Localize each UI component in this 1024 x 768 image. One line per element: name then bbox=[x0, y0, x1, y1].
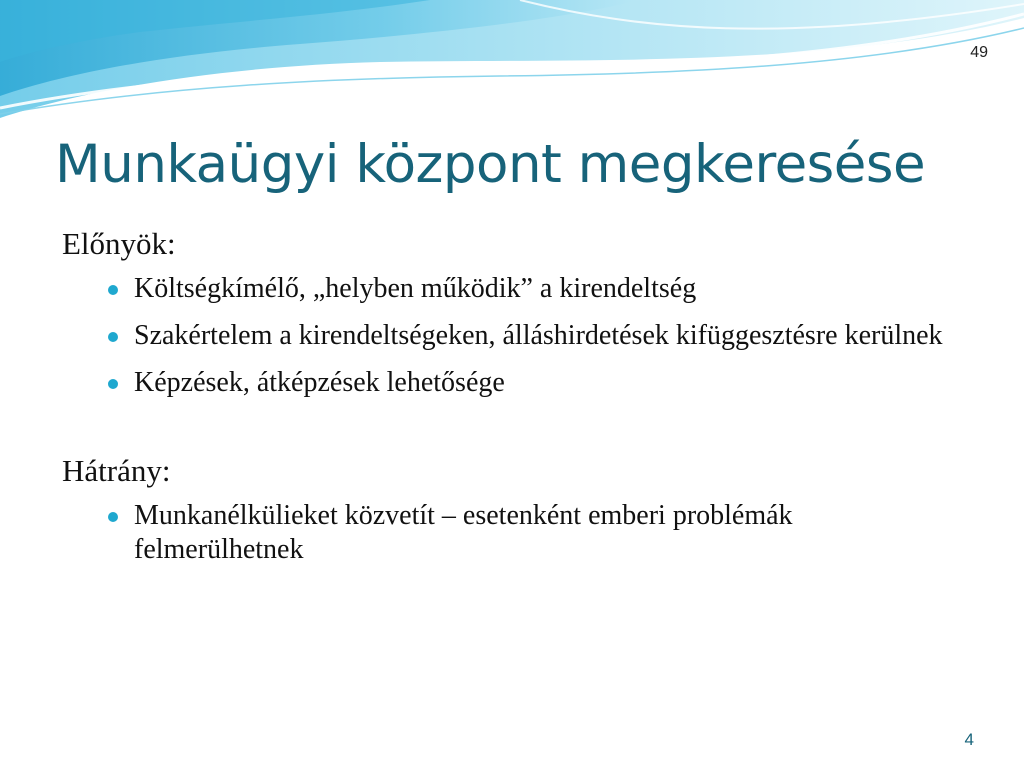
advantage-item-text: Szakértelem a kirendeltségeken, álláshirdetések kifüggesztésre kerülnek bbox=[134, 320, 943, 351]
bullet-dot-icon bbox=[108, 512, 118, 522]
advantages-list bbox=[62, 272, 962, 400]
slide-content bbox=[62, 224, 962, 580]
disadvantage-item-text: Munkanélkülieket közvetít – esetenként emberi problémák felmerülhetnek bbox=[134, 500, 793, 565]
page-corner-number: 49 bbox=[970, 44, 988, 61]
bullet-dot-icon bbox=[108, 332, 118, 342]
advantage-item-text: Költségkímélő, „helyben működik” a kirendeltség bbox=[134, 273, 697, 304]
disadvantages-heading: Hátrány: bbox=[62, 453, 171, 488]
advantage-item bbox=[106, 272, 962, 306]
advantage-item-text: Képzések, átképzések lehetősége bbox=[134, 367, 505, 398]
slide-title: Munkaügyi központ megkeresése bbox=[55, 134, 926, 195]
advantage-item bbox=[106, 319, 962, 353]
bullet-dot-icon bbox=[108, 379, 118, 389]
disadvantages-list bbox=[62, 499, 962, 567]
advantages-heading: Előnyök: bbox=[62, 226, 176, 261]
header-wave-decoration bbox=[0, 0, 1024, 130]
disadvantage-item bbox=[106, 499, 962, 567]
bullet-dot-icon bbox=[108, 285, 118, 295]
slide-number: 4 bbox=[964, 730, 974, 749]
advantage-item bbox=[106, 366, 962, 400]
